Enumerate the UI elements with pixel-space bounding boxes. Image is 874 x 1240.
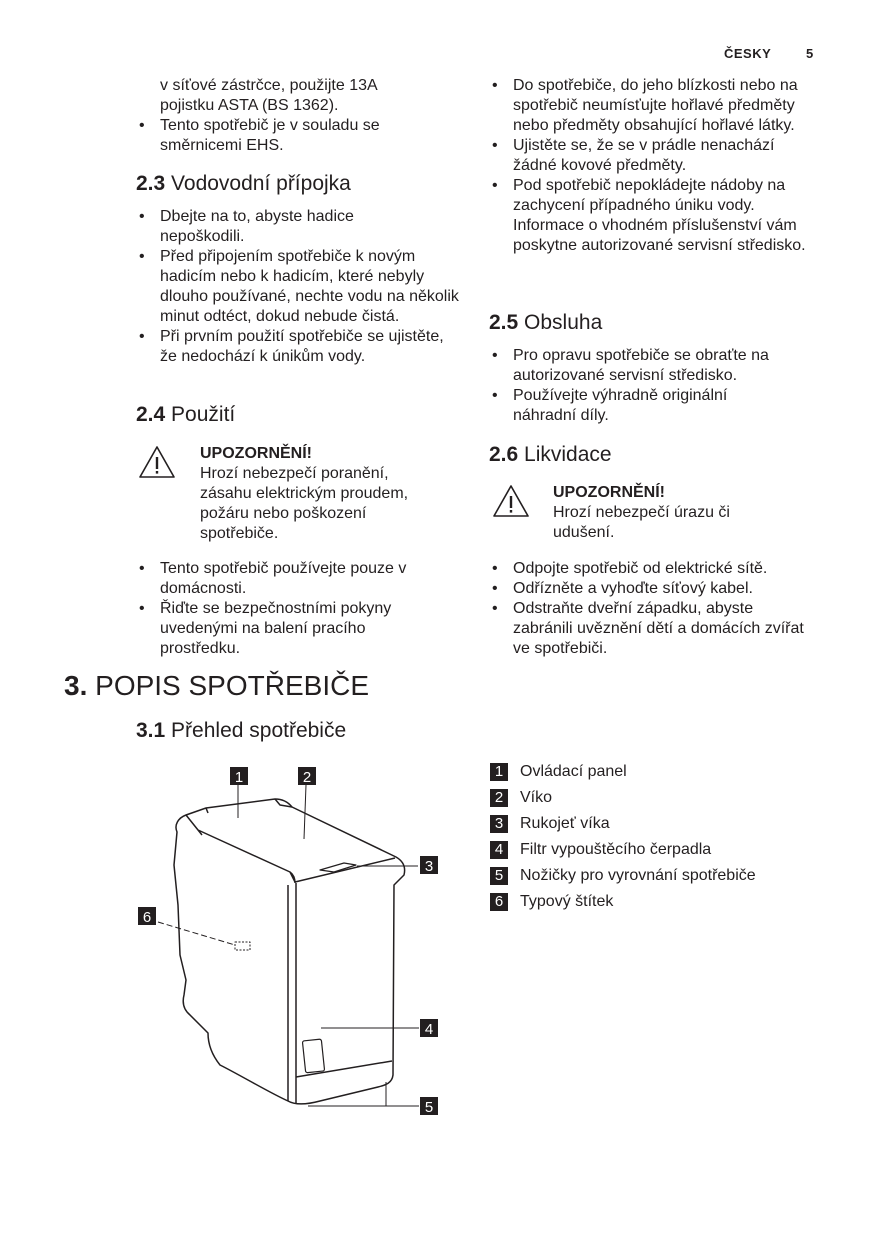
- section-heading-3-1: [136, 718, 346, 744]
- chapter-number: 3.: [64, 670, 88, 701]
- right-column-intro-list: [489, 76, 819, 256]
- legend-label: Rukojeť víka: [520, 815, 610, 832]
- legend-label: Filtr vypouštěcího čerpadla: [520, 841, 712, 858]
- callout-3: 3: [424, 858, 434, 875]
- section-heading-2-3: [136, 171, 351, 197]
- section-heading-2-6: [489, 442, 612, 468]
- page-number: 5: [806, 46, 814, 61]
- chapter-title: POPIS SPOTŘEBIČE: [95, 670, 369, 701]
- section-heading-2-5: [489, 310, 602, 336]
- legend-number: 6: [490, 893, 508, 911]
- lid-handle: [320, 863, 356, 872]
- section-title: Likvidace: [524, 443, 612, 466]
- drain-pump-filter: [302, 1039, 324, 1073]
- list-item: • Před připojením spotřebiče k novým hadicím nebo k hadicím, které nebyly dlouho používané, nechte vodu na několik minut odtéct, dokud nebude čistá.: [136, 247, 460, 327]
- warning-triangle-icon: [137, 444, 177, 480]
- legend-number: 1: [490, 763, 508, 781]
- list-item: • Do spotřebiče, do jeho blízkosti nebo na spotřebič neumísťujte hořlavé předměty nebo předměty obsahující hořlavé látky.: [489, 76, 813, 136]
- legend-label: Typový štítek: [520, 893, 614, 910]
- warning-box-usage: [200, 444, 425, 544]
- callout-2: 2: [302, 769, 312, 786]
- warning-triangle-icon: [491, 483, 531, 519]
- legend-label: Ovládací panel: [520, 763, 627, 780]
- section-number: 2.4: [136, 403, 166, 426]
- legend-number: 5: [490, 867, 508, 885]
- legend-label: Nožičky pro vyrovnání spotřebiče: [520, 867, 756, 884]
- callout-1: 1: [234, 769, 244, 786]
- list-item: • Odstraňte dveřní západku, abyste zabránili uvěznění dětí a domácích zvířat ve spotřebiči.: [489, 599, 813, 659]
- legend-item: [490, 863, 756, 889]
- warning-text: Hrozí nebezpečí poranění, zásahu elektrickým proudem, požáru nebo poškození spotřebiče.: [200, 465, 409, 542]
- section-heading-2-4: [136, 402, 235, 428]
- list-item: • Odřízněte a vyhoďte síťový kabel.: [489, 579, 813, 599]
- disposal-list: [489, 559, 819, 659]
- warning-title: UPOZORNĚNÍ!: [553, 484, 665, 501]
- list-item: • Používejte výhradně originální náhradní díly.: [489, 386, 773, 426]
- lid-outline: [186, 815, 395, 883]
- leader-line: [304, 785, 306, 839]
- list-item: • Tento spotřebič je v souladu se směrnicemi EHS.: [136, 116, 430, 156]
- washer-body-outline: [174, 799, 405, 1104]
- legend-number: 2: [490, 789, 508, 807]
- list-item: • Pro opravu spotřebiče se obraťte na autorizované servisní středisko.: [489, 346, 813, 386]
- section-title: Použití: [171, 403, 236, 426]
- intro-line: v síťové zástrčce, použijte 13A: [160, 77, 378, 94]
- warning-title: UPOZORNĚNÍ!: [200, 445, 312, 462]
- legend-label: Víko: [520, 789, 553, 806]
- list-item: • Při prvním použití spotřebiče se ujistěte, že nedochází k únikům vody.: [136, 327, 460, 367]
- list-item: • Pod spotřebič nepokládejte nádoby na zachycení případného úniku vody. Informace o vhodném příslušenství vám poskytne autorizované servisní středisko.: [489, 176, 813, 256]
- rating-plate: [235, 942, 250, 950]
- section-number: 2.3: [136, 172, 166, 195]
- appliance-illustration: [120, 755, 450, 1125]
- intro-line: pojistku ASTA (BS 1362).: [160, 97, 339, 114]
- list-item: • Tento spotřebič používejte pouze v domácnosti.: [136, 559, 446, 599]
- left-column-intro: [136, 76, 446, 156]
- list-item: • Řiďte se bezpečnostními pokyny uvedenými na balení pracího prostředku.: [136, 599, 430, 659]
- section-number: 2.5: [489, 311, 519, 334]
- section-number: 2.6: [489, 443, 519, 466]
- section-title: Vodovodní přípojka: [171, 172, 351, 195]
- legend-number: 4: [490, 841, 508, 859]
- legend-item: [490, 785, 756, 811]
- section-title: Obsluha: [524, 311, 603, 334]
- callout-6: 6: [142, 909, 152, 926]
- list-item: • Dbejte na to, abyste hadice nepoškodili.: [136, 207, 382, 247]
- legend-item: [490, 889, 756, 915]
- language-label: ČESKY: [724, 46, 772, 61]
- leader-line: [158, 922, 235, 945]
- section-number: 3.1: [136, 719, 166, 742]
- callout-4: 4: [424, 1021, 434, 1038]
- warning-box-disposal: [553, 483, 778, 543]
- parts-legend: [490, 759, 756, 915]
- callout-5: 5: [424, 1099, 434, 1116]
- legend-item: [490, 759, 756, 785]
- section-title: Přehled spotřebiče: [171, 719, 347, 742]
- usage-list: [136, 559, 446, 659]
- warning-text: Hrozí nebezpečí úrazu či udušení.: [553, 504, 730, 541]
- chapter-heading: [64, 669, 369, 703]
- water-connection-list: [136, 207, 459, 367]
- service-list: [489, 346, 819, 426]
- washer-front-edge: [288, 883, 296, 1103]
- list-item: • Ujistěte se, že se v prádle nenachází žádné kovové předměty.: [489, 136, 813, 176]
- list-item: • Odpojte spotřebič od elektrické sítě.: [489, 559, 813, 579]
- legend-item: [490, 811, 756, 837]
- legend-item: [490, 837, 756, 863]
- washer-base-line: [296, 1061, 392, 1077]
- legend-number: 3: [490, 815, 508, 833]
